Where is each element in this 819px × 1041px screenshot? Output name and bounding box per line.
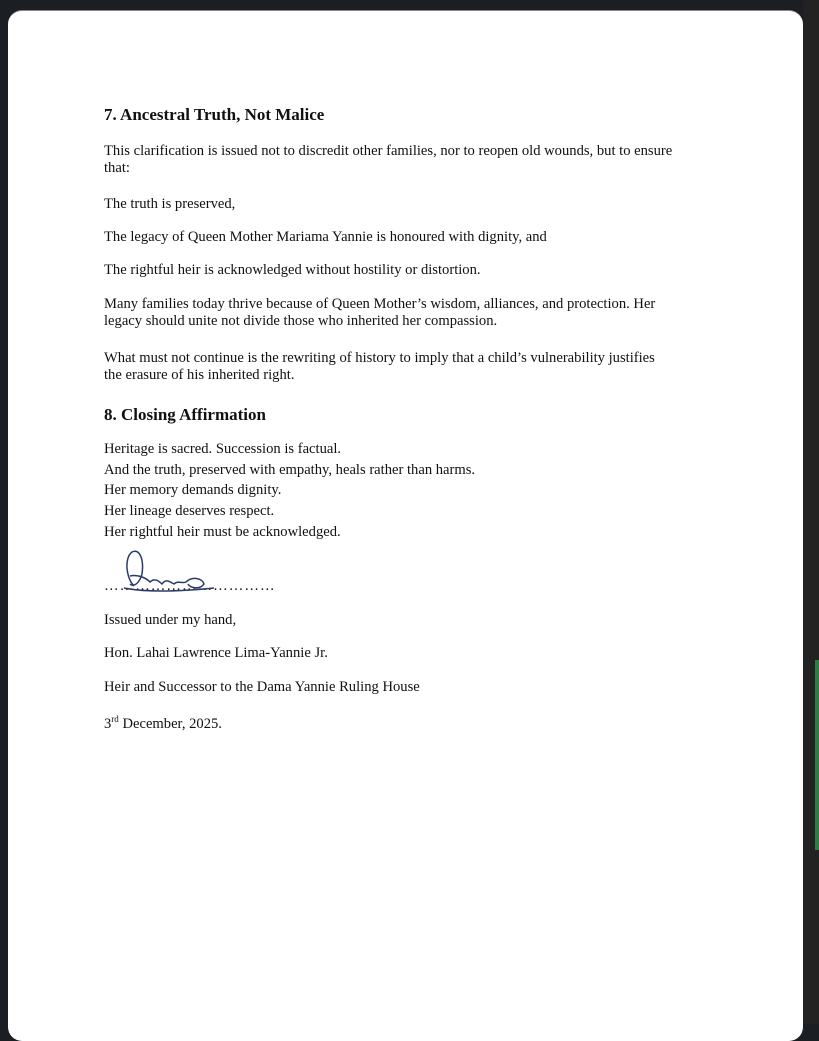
date-day: 3	[104, 715, 112, 732]
paragraph: legacy should unite not divide those who inherited her compassion.	[104, 313, 498, 329]
section-7-heading: 7. Ancestral Truth, Not Malice	[104, 105, 325, 124]
signature-line: ……………………………	[104, 578, 276, 594]
signatory-title: Heir and Successor to the Dama Yannie Ruling House	[104, 679, 420, 695]
affirmation-line: Her lineage deserves respect.	[104, 503, 275, 519]
paragraph: Many families today thrive because of Queen Mother’s wisdom, alliances, and protection. Her	[104, 296, 656, 312]
paragraph: This clarification is issued not to discredit other families, nor to reopen old wounds, but to ensure	[104, 143, 673, 159]
section-8-heading: 8. Closing Affirmation	[104, 405, 266, 424]
issued-text: Issued under my hand,	[104, 612, 237, 628]
paragraph: What must not continue is the rewriting of history to imply that a child’s vulnerability justifies	[104, 350, 655, 366]
paragraph: The rightful heir is acknowledged without hostility or distortion.	[104, 262, 481, 278]
paragraph: that:	[104, 160, 130, 176]
date	[104, 711, 222, 733]
handwritten-signature	[104, 548, 284, 596]
affirmation-line: And the truth, preserved with empathy, heals rather than harms.	[104, 462, 476, 478]
paragraph: the erasure of his inherited right.	[104, 367, 295, 383]
background-window-edge	[803, 0, 819, 1024]
affirmation-line: Heritage is sacred. Succession is factual.	[104, 441, 342, 457]
affirmation-line: Her memory demands dignity.	[104, 482, 282, 498]
green-indicator	[815, 660, 819, 850]
signatory-name: Hon. Lahai Lawrence Lima-Yannie Jr.	[104, 645, 328, 661]
date-rest: December, 2025.	[118, 715, 222, 732]
paragraph: The legacy of Queen Mother Mariama Yannie is honoured with dignity, and	[104, 229, 547, 245]
paragraph: The truth is preserved,	[104, 196, 236, 212]
date-suffix: rd	[111, 714, 119, 724]
affirmation-line: Her rightful heir must be acknowledged.	[104, 524, 341, 540]
